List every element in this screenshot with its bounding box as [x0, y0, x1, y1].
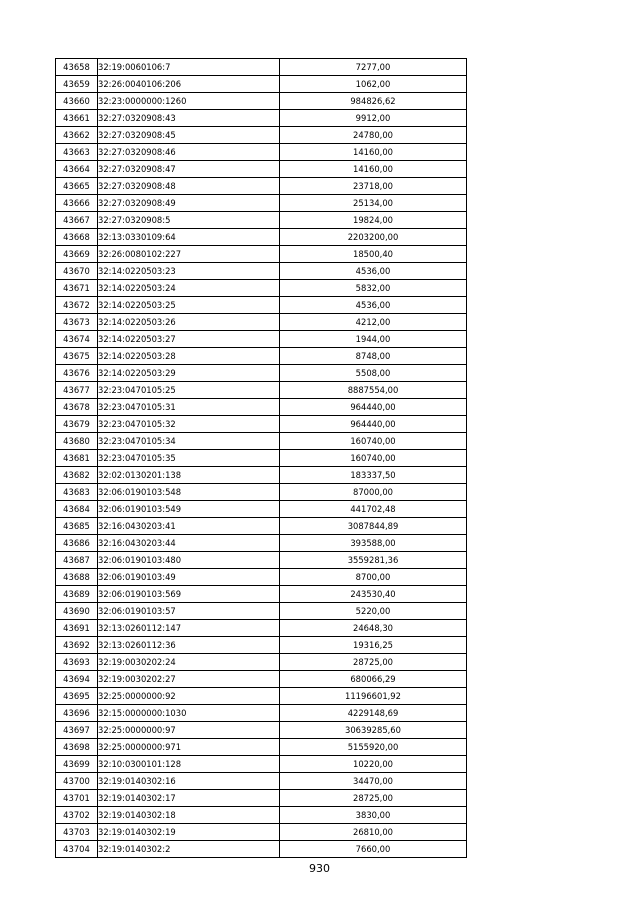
- row-number-cell: 43704: [56, 841, 98, 858]
- cadastral-number-cell: 32:13:0260112:147: [98, 620, 280, 637]
- cadastral-number-cell: 32:27:0320908:5: [98, 212, 280, 229]
- table-row: [56, 365, 467, 382]
- value-cell: 24780,00: [280, 127, 467, 144]
- value-cell: 30639285,60: [280, 722, 467, 739]
- table-row: [56, 688, 467, 705]
- table-row: [56, 739, 467, 756]
- cadastral-number-cell: 32:27:0320908:47: [98, 161, 280, 178]
- table-row: [56, 467, 467, 484]
- cadastral-number-cell: 32:15:0000000:1030: [98, 705, 280, 722]
- table-row: [56, 841, 467, 858]
- cadastral-number-cell: 32:25:0000000:92: [98, 688, 280, 705]
- row-number-cell: 43681: [56, 450, 98, 467]
- value-cell: 87000,00: [280, 484, 467, 501]
- cadastral-number-cell: 32:23:0470105:35: [98, 450, 280, 467]
- row-number-cell: 43664: [56, 161, 98, 178]
- row-number-cell: 43672: [56, 297, 98, 314]
- table-row: [56, 212, 467, 229]
- table-row: [56, 790, 467, 807]
- row-number-cell: 43671: [56, 280, 98, 297]
- row-number-cell: 43660: [56, 93, 98, 110]
- value-cell: 3559281,36: [280, 552, 467, 569]
- cadastral-number-cell: 32:14:0220503:29: [98, 365, 280, 382]
- cadastral-number-cell: 32:14:0220503:24: [98, 280, 280, 297]
- table-row: [56, 603, 467, 620]
- table-row: [56, 178, 467, 195]
- cadastral-number-cell: 32:27:0320908:46: [98, 144, 280, 161]
- row-number-cell: 43697: [56, 722, 98, 739]
- table-row: [56, 620, 467, 637]
- cadastral-number-cell: 32:27:0320908:45: [98, 127, 280, 144]
- row-number-cell: 43694: [56, 671, 98, 688]
- value-cell: 18500,40: [280, 246, 467, 263]
- value-cell: 10220,00: [280, 756, 467, 773]
- table-row: [56, 127, 467, 144]
- table-row: [56, 722, 467, 739]
- row-number-cell: 43686: [56, 535, 98, 552]
- row-number-cell: 43690: [56, 603, 98, 620]
- cadastral-number-cell: 32:23:0470105:32: [98, 416, 280, 433]
- table-row: [56, 280, 467, 297]
- row-number-cell: 43673: [56, 314, 98, 331]
- value-cell: 964440,00: [280, 416, 467, 433]
- cadastral-number-cell: 32:06:0190103:480: [98, 552, 280, 569]
- table-row: [56, 501, 467, 518]
- table-row: [56, 586, 467, 603]
- table-row: [56, 331, 467, 348]
- value-cell: 23718,00: [280, 178, 467, 195]
- table-row: [56, 348, 467, 365]
- value-cell: 7277,00: [280, 59, 467, 76]
- row-number-cell: 43669: [56, 246, 98, 263]
- value-cell: 4229148,69: [280, 705, 467, 722]
- row-number-cell: 43688: [56, 569, 98, 586]
- value-cell: 441702,48: [280, 501, 467, 518]
- table-row: [56, 773, 467, 790]
- cadastral-number-cell: 32:19:0140302:18: [98, 807, 280, 824]
- row-number-cell: 43699: [56, 756, 98, 773]
- cadastral-number-cell: 32:19:0140302:17: [98, 790, 280, 807]
- cadastral-number-cell: 32:14:0220503:23: [98, 263, 280, 280]
- row-number-cell: 43670: [56, 263, 98, 280]
- value-cell: 4212,00: [280, 314, 467, 331]
- table-row: [56, 484, 467, 501]
- table-row: [56, 671, 467, 688]
- cadastral-number-cell: 32:06:0190103:569: [98, 586, 280, 603]
- value-cell: 9912,00: [280, 110, 467, 127]
- row-number-cell: 43701: [56, 790, 98, 807]
- table-row: [56, 297, 467, 314]
- value-cell: 1944,00: [280, 331, 467, 348]
- cadastral-number-cell: 32:16:0430203:44: [98, 535, 280, 552]
- row-number-cell: 43702: [56, 807, 98, 824]
- value-cell: 160740,00: [280, 433, 467, 450]
- cadastral-number-cell: 32:25:0000000:971: [98, 739, 280, 756]
- value-cell: 183337,50: [280, 467, 467, 484]
- row-number-cell: 43695: [56, 688, 98, 705]
- cadastral-number-cell: 32:06:0190103:57: [98, 603, 280, 620]
- value-cell: 393588,00: [280, 535, 467, 552]
- table-row: [56, 416, 467, 433]
- row-number-cell: 43674: [56, 331, 98, 348]
- row-number-cell: 43687: [56, 552, 98, 569]
- row-number-cell: 43693: [56, 654, 98, 671]
- cadastral-number-cell: 32:27:0320908:49: [98, 195, 280, 212]
- table-row: [56, 144, 467, 161]
- row-number-cell: 43696: [56, 705, 98, 722]
- cadastral-number-cell: 32:27:0320908:48: [98, 178, 280, 195]
- value-cell: 4536,00: [280, 263, 467, 280]
- value-cell: 1062,00: [280, 76, 467, 93]
- value-cell: 984826,62: [280, 93, 467, 110]
- table-row: [56, 314, 467, 331]
- row-number-cell: 43679: [56, 416, 98, 433]
- value-cell: 2203200,00: [280, 229, 467, 246]
- table-row: [56, 93, 467, 110]
- cadastral-number-cell: 32:14:0220503:26: [98, 314, 280, 331]
- table-row: [56, 654, 467, 671]
- row-number-cell: 43678: [56, 399, 98, 416]
- value-cell: 8887554,00: [280, 382, 467, 399]
- cadastral-number-cell: 32:25:0000000:97: [98, 722, 280, 739]
- cadastral-number-cell: 32:19:0140302:16: [98, 773, 280, 790]
- table-row: [56, 399, 467, 416]
- registry-table-body: [56, 59, 467, 858]
- cadastral-number-cell: 32:23:0470105:25: [98, 382, 280, 399]
- row-number-cell: 43680: [56, 433, 98, 450]
- row-number-cell: 43663: [56, 144, 98, 161]
- row-number-cell: 43659: [56, 76, 98, 93]
- value-cell: 19316,25: [280, 637, 467, 654]
- cadastral-number-cell: 32:27:0320908:43: [98, 110, 280, 127]
- value-cell: 8748,00: [280, 348, 467, 365]
- row-number-cell: 43692: [56, 637, 98, 654]
- cadastral-number-cell: 32:06:0190103:49: [98, 569, 280, 586]
- value-cell: 5220,00: [280, 603, 467, 620]
- row-number-cell: 43685: [56, 518, 98, 535]
- value-cell: 28725,00: [280, 654, 467, 671]
- value-cell: 4536,00: [280, 297, 467, 314]
- cadastral-number-cell: 32:19:0140302:2: [98, 841, 280, 858]
- value-cell: 7660,00: [280, 841, 467, 858]
- table-row: [56, 195, 467, 212]
- value-cell: 28725,00: [280, 790, 467, 807]
- cadastral-number-cell: 32:02:0130201:138: [98, 467, 280, 484]
- row-number-cell: 43668: [56, 229, 98, 246]
- value-cell: 964440,00: [280, 399, 467, 416]
- value-cell: 680066,29: [280, 671, 467, 688]
- row-number-cell: 43682: [56, 467, 98, 484]
- value-cell: 11196601,92: [280, 688, 467, 705]
- table-row: [56, 161, 467, 178]
- table-row: [56, 59, 467, 76]
- value-cell: 34470,00: [280, 773, 467, 790]
- registry-table: [55, 58, 467, 858]
- cadastral-number-cell: 32:13:0260112:36: [98, 637, 280, 654]
- cadastral-number-cell: 32:16:0430203:41: [98, 518, 280, 535]
- table-row: [56, 450, 467, 467]
- cadastral-number-cell: 32:26:0040106:206: [98, 76, 280, 93]
- table-row: [56, 756, 467, 773]
- value-cell: 25134,00: [280, 195, 467, 212]
- row-number-cell: 43661: [56, 110, 98, 127]
- row-number-cell: 43675: [56, 348, 98, 365]
- row-number-cell: 43667: [56, 212, 98, 229]
- cadastral-number-cell: 32:14:0220503:27: [98, 331, 280, 348]
- table-row: [56, 518, 467, 535]
- cadastral-number-cell: 32:19:0030202:24: [98, 654, 280, 671]
- table-row: [56, 552, 467, 569]
- table-row: [56, 229, 467, 246]
- table-row: [56, 705, 467, 722]
- cadastral-number-cell: 32:26:0080102:227: [98, 246, 280, 263]
- cadastral-number-cell: 32:14:0220503:25: [98, 297, 280, 314]
- row-number-cell: 43689: [56, 586, 98, 603]
- row-number-cell: 43676: [56, 365, 98, 382]
- cadastral-number-cell: 32:23:0470105:34: [98, 433, 280, 450]
- table-row: [56, 110, 467, 127]
- value-cell: 3087844,89: [280, 518, 467, 535]
- cadastral-number-cell: 32:19:0060106:7: [98, 59, 280, 76]
- value-cell: 14160,00: [280, 144, 467, 161]
- row-number-cell: 43700: [56, 773, 98, 790]
- table-row: [56, 807, 467, 824]
- table-row: [56, 569, 467, 586]
- table-row: [56, 433, 467, 450]
- row-number-cell: 43683: [56, 484, 98, 501]
- value-cell: 5155920,00: [280, 739, 467, 756]
- row-number-cell: 43698: [56, 739, 98, 756]
- row-number-cell: 43666: [56, 195, 98, 212]
- table-row: [56, 535, 467, 552]
- value-cell: 26810,00: [280, 824, 467, 841]
- row-number-cell: 43665: [56, 178, 98, 195]
- cadastral-number-cell: 32:10:0300101:128: [98, 756, 280, 773]
- cadastral-number-cell: 32:06:0190103:548: [98, 484, 280, 501]
- cadastral-number-cell: 32:19:0140302:19: [98, 824, 280, 841]
- value-cell: 5832,00: [280, 280, 467, 297]
- value-cell: 14160,00: [280, 161, 467, 178]
- value-cell: 3830,00: [280, 807, 467, 824]
- row-number-cell: 43691: [56, 620, 98, 637]
- cadastral-number-cell: 32:06:0190103:549: [98, 501, 280, 518]
- table-row: [56, 246, 467, 263]
- value-cell: 243530,40: [280, 586, 467, 603]
- table-row: [56, 637, 467, 654]
- row-number-cell: 43703: [56, 824, 98, 841]
- value-cell: 5508,00: [280, 365, 467, 382]
- table-row: [56, 76, 467, 93]
- cadastral-number-cell: 32:14:0220503:28: [98, 348, 280, 365]
- cadastral-number-cell: 32:19:0030202:27: [98, 671, 280, 688]
- table-row: [56, 382, 467, 399]
- value-cell: 160740,00: [280, 450, 467, 467]
- cadastral-number-cell: 32:23:0000000:1260: [98, 93, 280, 110]
- row-number-cell: 43684: [56, 501, 98, 518]
- row-number-cell: 43677: [56, 382, 98, 399]
- row-number-cell: 43662: [56, 127, 98, 144]
- value-cell: 24648,30: [280, 620, 467, 637]
- page-number: 930: [309, 862, 330, 875]
- value-cell: 19824,00: [280, 212, 467, 229]
- table-row: [56, 263, 467, 280]
- row-number-cell: 43658: [56, 59, 98, 76]
- value-cell: 8700,00: [280, 569, 467, 586]
- cadastral-number-cell: 32:13:0330109:64: [98, 229, 280, 246]
- cadastral-number-cell: 32:23:0470105:31: [98, 399, 280, 416]
- table-row: [56, 824, 467, 841]
